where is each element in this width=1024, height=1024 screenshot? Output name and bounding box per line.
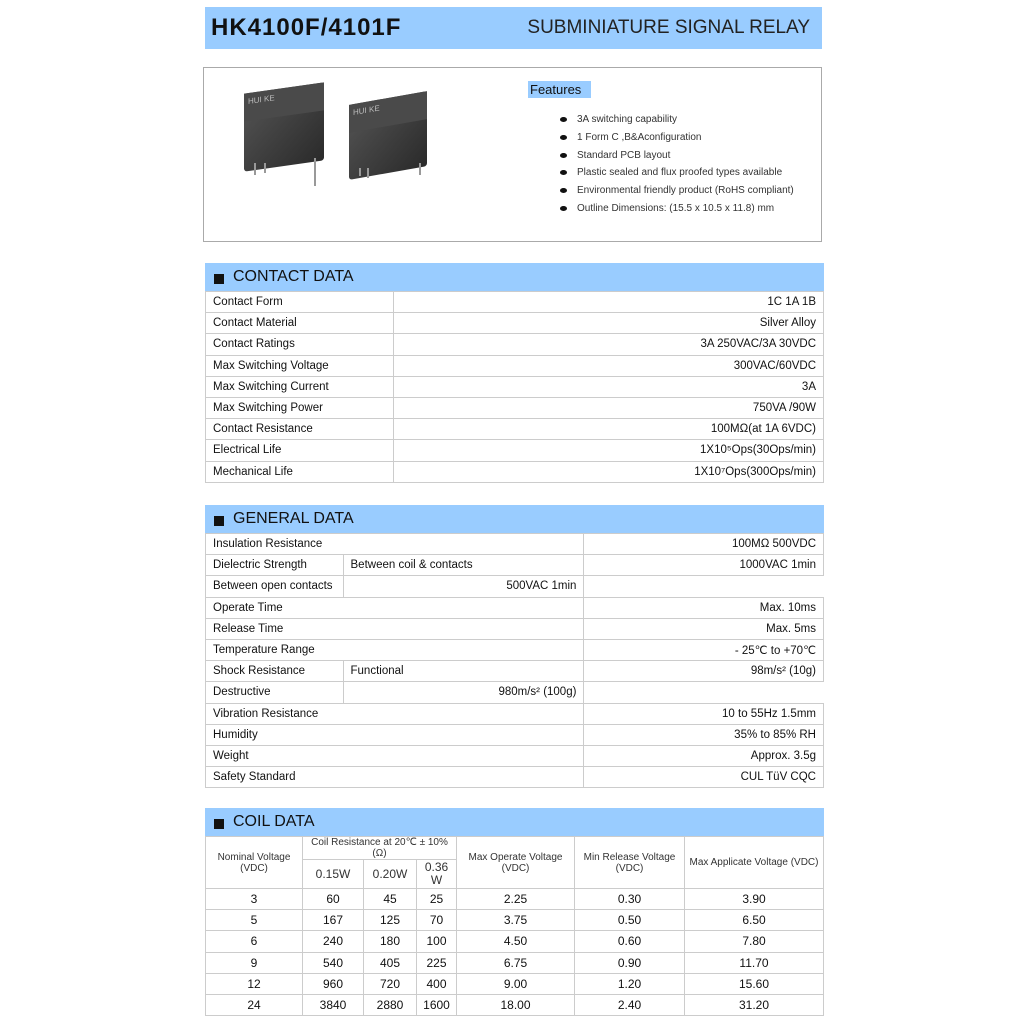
coil-cell: 18.00 [457,994,575,1015]
feature-item: 1 Form C ,B&Aconfiguration [560,129,794,147]
coil-cell: 45 [364,889,417,910]
param-sublabel: Between coil & contacts [343,555,584,576]
param-label: Weight [206,745,584,766]
coil-cell: 225 [417,952,457,973]
table-row [206,682,824,703]
product-subtitle: SUBMINIATURE SIGNAL RELAY [527,17,810,38]
param-value: Approx. 3.5g [584,745,824,766]
coil-cell: 2.25 [457,889,575,910]
param-value: - 25℃ to +70℃ [584,639,824,660]
param-value: 1X10⁵Ops(30Ops/min) [394,440,824,461]
table-row [206,889,824,910]
feature-item: Outline Dimensions: (15.5 x 10.5 x 11.8) mm [560,199,794,217]
coil-cell: 6 [206,931,303,952]
coil-cell: 100 [417,931,457,952]
table-row [206,334,824,355]
section-title: COIL DATA [233,813,315,830]
table-row [206,461,824,482]
table-row [206,376,824,397]
param-value: 1C 1A 1B [394,292,824,313]
title-banner [205,7,822,49]
param-label: Operate Time [206,597,584,618]
coil-cell: 3840 [303,994,364,1015]
coil-cell: 9.00 [457,973,575,994]
coil-cell: 3.75 [457,910,575,931]
table-row [206,952,824,973]
table-row [206,910,824,931]
param-sublabel: Between open contacts [206,576,344,597]
coil-cell: 1.20 [575,973,685,994]
param-sublabel: Destructive [206,682,344,703]
param-label: Temperature Range [206,639,584,660]
table-row [206,397,824,418]
coil-cell: 31.20 [685,994,824,1015]
feature-item: Plastic sealed and flux proofed types available [560,164,794,182]
param-value: 100MΩ(at 1A 6VDC) [394,419,824,440]
coil-cell: 25 [417,889,457,910]
header-applicate: Max Applicate Voltage (VDC) [685,837,824,889]
coil-cell: 4.50 [457,931,575,952]
coil-cell: 15.60 [685,973,824,994]
coil-cell: 720 [364,973,417,994]
coil-data-section [205,808,824,1016]
header-resistance: Coil Resistance at 20℃ ± 10%(Ω) [303,837,457,860]
param-value: 35% to 85% RH [584,724,824,745]
coil-cell: 70 [417,910,457,931]
relay-label: HUI KE [244,82,324,121]
coil-data-table [205,836,824,1016]
table-row [206,661,824,682]
features-list [560,111,794,217]
coil-cell: 11.70 [685,952,824,973]
table-row [206,618,824,639]
table-row [206,724,824,745]
coil-cell: 6.50 [685,910,824,931]
coil-cell: 0.50 [575,910,685,931]
table-row [206,534,824,555]
table-row [206,745,824,766]
param-label: Max Switching Voltage [206,355,394,376]
table-row [206,355,824,376]
param-value: 980m/s² (100g) [343,682,584,703]
coil-cell: 60 [303,889,364,910]
param-label: Max Switching Current [206,376,394,397]
param-label: Contact Material [206,313,394,334]
contact-data-section [205,263,824,483]
param-sublabel: Functional [343,661,584,682]
relay-label: HUI KE [349,91,427,133]
coil-cell: 2880 [364,994,417,1015]
coil-cell: 167 [303,910,364,931]
coil-cell: 960 [303,973,364,994]
square-bullet-icon [214,274,224,284]
table-row [206,555,824,576]
features-panel [203,67,822,242]
coil-cell: 180 [364,931,417,952]
table-row [206,576,824,597]
section-title: CONTACT DATA [233,268,354,285]
param-value: 300VAC/60VDC [394,355,824,376]
table-row [206,639,824,660]
table-row [206,419,824,440]
coil-cell: 0.60 [575,931,685,952]
header-nominal: Nominal Voltage (VDC) [206,837,303,889]
coil-cell: 9 [206,952,303,973]
param-label: Humidity [206,724,584,745]
general-data-section [205,505,824,788]
param-value: 3A [394,376,824,397]
param-value: 500VAC 1min [343,576,584,597]
table-row [206,994,824,1015]
param-value: 98m/s² (10g) [584,661,824,682]
table-row [206,292,824,313]
param-value: 1000VAC 1min [584,555,824,576]
section-header [205,808,824,836]
param-value: 10 to 55Hz 1.5mm [584,703,824,724]
coil-cell: 400 [417,973,457,994]
section-title: GENERAL DATA [233,510,354,527]
param-label: Contact Resistance [206,419,394,440]
feature-item: 3A switching capability [560,111,794,129]
param-label: Electrical Life [206,440,394,461]
param-label: Vibration Resistance [206,703,584,724]
param-value: 1X10⁷Ops(300Ops/min) [394,461,824,482]
param-value: CUL TüV CQC [584,767,824,788]
param-label: Shock Resistance [206,661,344,682]
table-row [206,313,824,334]
header-operate: Max Operate Voltage (VDC) [457,837,575,889]
param-label: Contact Ratings [206,334,394,355]
coil-cell: 240 [303,931,364,952]
contact-data-table [205,291,824,483]
param-value: Max. 5ms [584,618,824,639]
square-bullet-icon [214,516,224,526]
coil-cell: 7.80 [685,931,824,952]
param-value: Max. 10ms [584,597,824,618]
coil-cell: 125 [364,910,417,931]
header-015w: 0.15W [303,860,364,889]
coil-cell: 6.75 [457,952,575,973]
coil-cell: 12 [206,973,303,994]
section-header [205,263,824,291]
table-row [206,597,824,618]
coil-cell: 1600 [417,994,457,1015]
coil-cell: 3.90 [685,889,824,910]
coil-cell: 24 [206,994,303,1015]
section-header [205,505,824,533]
param-value: 100MΩ 500VDC [584,534,824,555]
param-value: Silver Alloy [394,313,824,334]
param-label: Insulation Resistance [206,534,584,555]
model-title: HK4100F/4101F [211,14,402,41]
coil-cell: 405 [364,952,417,973]
param-label: Mechanical Life [206,461,394,482]
coil-cell: 0.90 [575,952,685,973]
coil-cell: 540 [303,952,364,973]
param-value: 3A 250VAC/3A 30VDC [394,334,824,355]
param-label: Safety Standard [206,767,584,788]
coil-cell: 0.30 [575,889,685,910]
coil-cell: 2.40 [575,994,685,1015]
header-release: Min Release Voltage (VDC) [575,837,685,889]
param-value: 750VA /90W [394,397,824,418]
table-row [206,703,824,724]
table-row [206,440,824,461]
table-row [206,767,824,788]
features-title: Features [528,81,591,98]
param-label: Release Time [206,618,584,639]
feature-item: Standard PCB layout [560,146,794,164]
general-data-table [205,533,824,788]
param-label: Dielectric Strength [206,555,344,576]
header-036w: 0.36 W [417,860,457,889]
coil-cell: 3 [206,889,303,910]
header-020w: 0.20W [364,860,417,889]
feature-item: Environmental friendly product (RoHS compliant) [560,182,794,200]
param-label: Max Switching Power [206,397,394,418]
param-label: Contact Form [206,292,394,313]
table-row [206,973,824,994]
table-row [206,931,824,952]
coil-cell: 5 [206,910,303,931]
square-bullet-icon [214,819,224,829]
